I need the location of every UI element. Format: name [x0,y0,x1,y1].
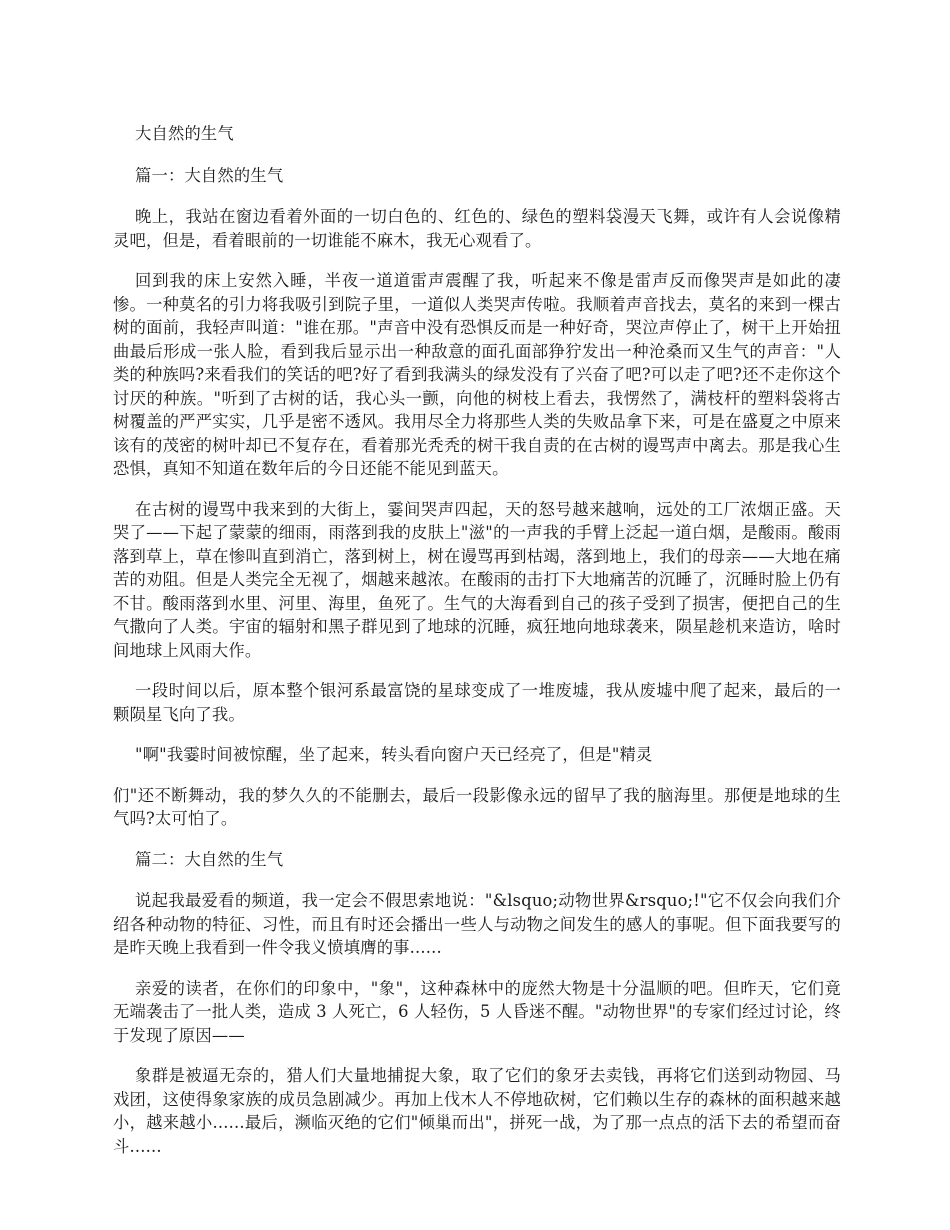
paragraph: "啊"我霎时间被惊醒，坐了起来，转头看向窗户天已经亮了，但是"精灵 [135,745,653,764]
document-page [113,122,841,1175]
document-title: 大自然的生气 [135,124,234,143]
paragraph: 说起我最爱看的频道，我一定会不假思索地说："&lsquo;动物世界&rsquo;!"它不仅会向我们介绍各种动物的特征、习性，而且有时还会播出一些人与动物之间发生的感人的事呢。但下面我要写的是昨天晚上我看到一件令我义愤填膺的事...... [113,891,841,957]
paragraph: 一段时间以后，原本整个银河系最富饶的星球变成了一堆废墟，我从废墟中爬了起来，最后的一颗陨星飞向了我。 [113,681,841,724]
section-heading-2: 篇二：大自然的生气 [135,849,284,869]
paragraph: 们"还不断舞动，我的梦久久的不能删去，最后一段影像永远的留早了我的脑海里。那便是地球的生气吗?太可怕了。 [113,785,841,828]
paragraph: 亲爱的读者，在你们的印象中，"象"，这种森林中的庞然大物是十分温顺的吧。但昨天，它们竟无端袭击了一批人类，造成 3 人死亡，6 人轻伤，5 人昏迷不醒。"动物世界"的专家们经过讨论，终于发现了原因—— [113,978,841,1045]
paragraph: 晚上，我站在窗边看着外面的一切白色的、红色的、绿色的塑料袋漫天飞舞，或许有人会说像精灵吧，但是，看着眼前的一切谁能不麻木，我无心观看了。 [113,207,841,250]
paragraph: 象群是被逼无奈的，猎人们大量地捕捉大象，取了它们的象牙去卖钱，再将它们送到动物园、马戏团，这使得象家族的成员急剧减少。再加上伐木人不停地砍树，它们赖以生存的森林的面积越来越小，越来越小......最后，濒临灭绝的它们"倾巢而出"，拼死一战，为了那一点点的活下去的希望而奋斗...... [113,1066,841,1156]
paragraph: 在古树的谩骂中我来到的大街上，霎间哭声四起，天的怒号越来越响，远处的工厂浓烟正盛。天哭了——下起了蒙蒙的细雨，雨落到我的皮肤上"滋"的一声我的手臂上泛起一道白烟，是酸雨。酸雨落到草上，草在惨叫直到消亡，落到树上，树在谩骂再到枯竭，落到地上，我们的母亲——大地在痛苦的劝阻。但是人类完全无视了，烟越来越浓。在酸雨的击打下大地痛苦的沉睡了，沉睡时脸上仍有不甘。酸雨落到水里、河里、海里，鱼死了。生气的大海看到自己的孩子受到了损害，便把自己的生气撒向了人类。宇宙的辐射和黑子群见到了地球的沉睡，疯狂地向地球袭来，陨星趁机来造访，啥时间地球上风雨大作。 [113,499,841,660]
section-heading-1: 篇一：大自然的生气 [135,165,284,185]
paragraph: 回到我的床上安然入睡，半夜一道道雷声震醒了我，听起来不像是雷声反而像哭声是如此的凄惨。一种莫名的引力将我吸引到院子里，一道似人类哭声传啦。我顺着声音找去，莫名的来到一棵古树的面前，我轻声叫道："谁在那。"声音中没有恐惧反而是一种好奇，哭泣声停止了，树干上开始扭曲最后形成一张人脸，看到我后显示出一种敌意的面孔面部狰狞发出一种沧桑而又生气的声音："人类的种族吗?来看我们的笑话的吧?好了看到我满头的绿发没有了兴奋了吧?可以走了吧?还不走你这个讨厌的种族。"听到了古树的话，我心头一颤，向他的树枝上看去，我愣然了，满枝杆的塑料袋将古树覆盖的严严实实，几乎是密不透风。我用尽全力将那些人类的失败品拿下来，可是在盛夏之中原来该有的茂密的树叶却已不复存在，看着那光秃秃的树干我自责的在古树的谩骂声中离去。那是我心生恐惧，真知不知道在数年后的今日还能不能见到蓝天。 [113,271,841,478]
